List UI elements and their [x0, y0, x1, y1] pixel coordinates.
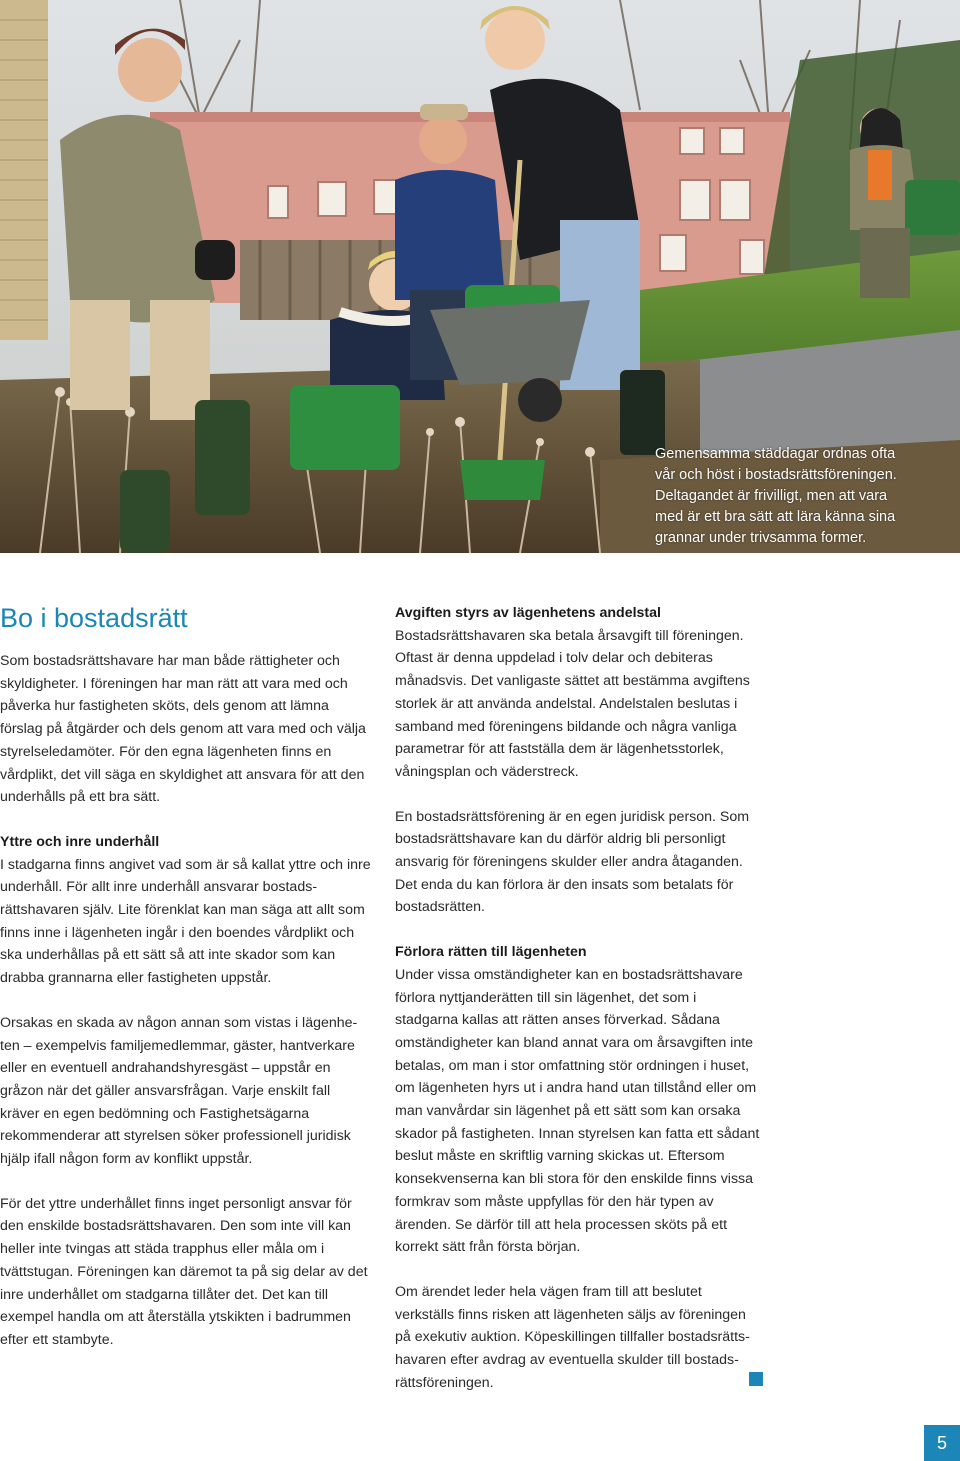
photo-caption — [655, 444, 945, 549]
caption-line: grannar under trivsamma former. — [655, 530, 867, 546]
section-heading-fee: Avgiften styrs av lägenhetens andelstal — [395, 605, 661, 621]
body-paragraph: Under vissa omständigheter kan en bostadsrättshavare förlora nyttjanderätten till sin lägenhet, det som i stadgarna kallas att rätten anses förverkad. Sådana omständigheter kan bland annat vara om årsavgiften inte betalas, om man i stor omfattning stör ordningen i huset, om lägenheten hyrs ut i andra hand utan tillstånd eller om man vanvårdar sin lägenhet på ett sätt som kan orsaka skador på fastigheten. Innan styrelsen kan fatta ett sådant beslut måste en skriftlig varning skickas ut. Eftersom konsekvenserna kan bli stora för den enskilde finns vissa formkrav som måste uppfyllas för den här typen av ärenden. Se därför till att hela processen sköts på ett korrekt sätt från första början. — [395, 966, 760, 1256]
right-column — [395, 602, 763, 1417]
page-number: 5 — [924, 1425, 960, 1461]
body-paragraph: En bostadsrättsförening är en egen juridisk person. Som bostadsrättshavare kan du därför aldrig bli personligt ansvarig för föreningens skulder eller andra åtaganden. Det enda du kan förlora är den insats som betalats för bostadsrätten. — [395, 808, 750, 916]
body-paragraph: I stadgarna finns angivet vad som är så kallat yttre och inre underhåll. För allt inre underhåll ansvarar bostadsrättshavaren själv. Lite förenklat kan man säga att allt som finns inne i lägenheten ingår i den boendes vårdplikt och ska underhållas på ett sätt så att inte skador som kan drabba grannarna eller fastigheten uppstår. — [0, 856, 371, 987]
caption-line: vår och höst i bostadsrättsföreningen. — [655, 467, 897, 483]
body-paragraph: Orsakas en skada av någon annan som vistas i lägenheten – exempelvis familjemedlemmar, gäster, hantverkare eller en eventuell andrahandshyresgäst – uppstår en gråzon när det gäller ansvarsfrågan. Varje enskilt fall kräver en egen bedömning och Fastighetsägarna rekommenderar att styrelsen söker professionell juridisk hjälp ifall någon form av konflikt uppstår. — [0, 1014, 358, 1168]
header-photo — [0, 0, 960, 553]
end-of-article-marker — [749, 1372, 763, 1386]
intro-paragraph: Som bostadsrättshavare har man både rättigheter och skyldigheter. I föreningen har man rätt att vara med och påverka hur fastigheten sköts, dels genom att lämna förslag på åtgärder och dels genom att vara med och välja styrelseledamöter. För den egna lägenheten finns en vårdplikt, det vill säga en skyldighet att ansvara för att den underhålls på ett bra sätt. — [0, 653, 366, 806]
body-paragraph: För det yttre underhållet finns inget personligt ansvar för den enskilde bostadsrättshavaren. Den som inte vill kan heller inte tvingas att städa trapphus eller måla om i tvättstugan. Föreningen kan däremot ta på sig delar av det inre underhållet om stadgarna tillåter det. Det kan till exempel handla om att återställa ytskikten i badrummen efter ett stambyte. — [0, 1195, 368, 1348]
caption-line: med är ett bra sätt att lära känna sina — [655, 509, 896, 525]
page-title: Bo i bostadsrätt — [0, 603, 188, 633]
section-heading-forfeit: Förlora rätten till lägenheten — [395, 944, 587, 961]
caption-line: Deltagandet är frivilligt, men att vara — [655, 488, 888, 504]
section-heading-maintenance: Yttre och inre underhåll — [0, 833, 160, 850]
left-column — [0, 600, 372, 1374]
body-paragraph: Bostadsrättshavaren ska betala årsavgift till föreningen. Oftast är denna uppdelad i tolv delar och debiteras månadsvis. Det vanligaste sättet att bestämma avgiftens storlek är att använda andelstal. Andelstalen beslutas i samband med föreningens bildande och några vanliga parametrar för att fastställa dem är lägenhetsstorlek, våningsplan och väderstreck. — [395, 627, 750, 780]
caption-line: Gemensamma städdagar ordnas ofta — [655, 446, 896, 462]
body-paragraph: Om ärendet leder hela vägen fram till att beslutet verkställs finns risken att lägenheten säljs av föreningen på exekutiv auktion. Köpeskillingen tillfaller bostadsrättshavaren efter avdrag av eventuella skulder till bostadsrättsföreningen. — [395, 1283, 750, 1391]
